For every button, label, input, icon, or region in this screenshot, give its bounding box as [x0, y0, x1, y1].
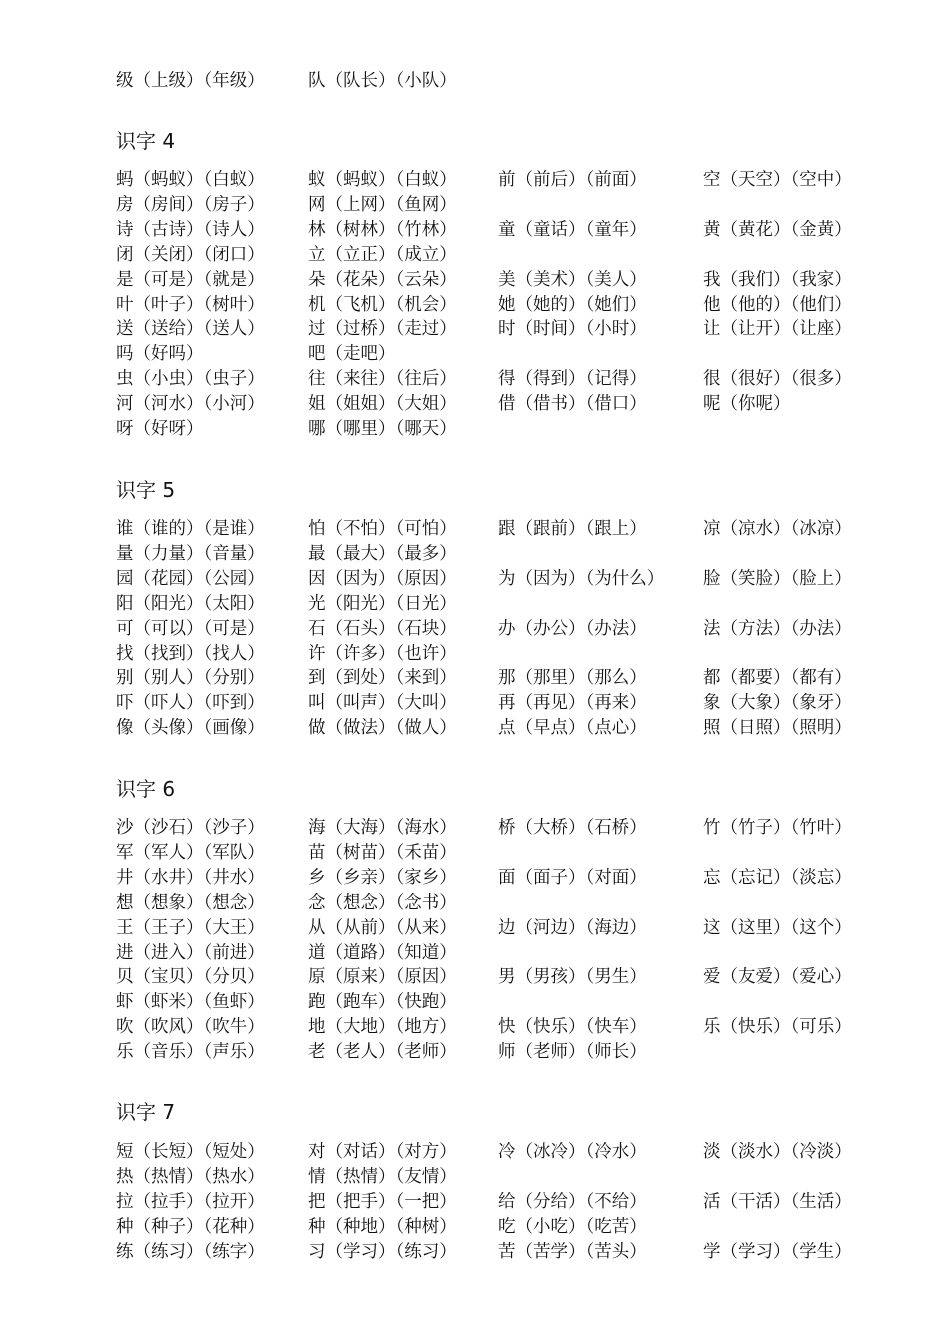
vocab-entry: 边（河边）（海边） [498, 917, 647, 938]
vocab-entry: 过（过桥）（走过） [308, 319, 457, 340]
vocab-entry: 这（这里）（这个） [703, 917, 852, 938]
vocab-entry: 情（热情）（友情） [308, 1166, 457, 1187]
vocab-entry: 送（送给）（送人） [116, 319, 265, 340]
vocab-entry: 跟（跟前）（跟上） [498, 519, 647, 539]
vocab-entry: 井（水井）（井水） [116, 867, 265, 888]
vocab-entry: 光（阳光）（日光） [308, 593, 457, 614]
vocab-entry: 原（原来）（原因） [308, 967, 457, 988]
vocab-entry: 从（从前）（从来） [308, 917, 457, 938]
vocab-entry: 虫（小虫）（虫子） [116, 369, 265, 390]
vocab-entry: 姐（姐姐）（大姐） [308, 394, 457, 415]
vocab-entry: 朵（花朵）（云朵） [308, 269, 457, 290]
vocab-entry: 童（童话）（童年） [498, 219, 647, 240]
vocab-entry: 房（房间）（房子） [116, 194, 265, 215]
vocab-entry: 立（立正）（成立） [308, 244, 457, 265]
vocab-entry: 拉（拉手）（拉开） [116, 1191, 265, 1212]
vocab-entry: 热（热情）（热水） [116, 1166, 265, 1187]
section-title: 识字 6 [116, 777, 176, 801]
vocab-entry: 借（借书）（借口） [498, 394, 647, 415]
vocab-entry: 贝（宝贝）（分贝） [116, 967, 265, 988]
vocab-entry: 吃（小吃）（吃苦） [498, 1216, 647, 1237]
vocab-entry: 吧（走吧） [308, 344, 396, 365]
vocab-entry: 蚂（蚂蚁）（白蚁） [116, 170, 265, 190]
vocab-entry: 做（做法）（做人） [308, 718, 457, 739]
vocab-entry: 因（因为）（原因） [308, 568, 457, 589]
vocab-entry: 苗（树苗）（禾苗） [308, 842, 457, 863]
vocab-entry: 念（想念）（念书） [308, 892, 457, 913]
vocab-entry: 习（学习）（练习） [308, 1241, 457, 1262]
vocab-entry: 队（队长）（小队） [308, 71, 457, 91]
vocab-entry: 想（想象）（想念） [116, 892, 265, 913]
vocab-entry: 照（日照）（照明） [703, 718, 852, 739]
vocab-entry: 诗（古诗）（诗人） [116, 219, 265, 240]
vocab-entry: 她（她的）（她们） [498, 294, 647, 315]
vocab-entry: 网（上网）（鱼网） [308, 194, 457, 215]
vocab-entry: 军（军人）（军队） [116, 842, 265, 863]
vocab-entry: 量（力量）（音量） [116, 543, 265, 564]
vocab-entry: 石（石头）（石块） [308, 618, 457, 639]
vocab-entry: 吓（吓人）（吓到） [116, 693, 265, 714]
vocab-entry: 级（上级）（年级） [116, 71, 265, 91]
vocab-entry: 短（长短）（短处） [116, 1142, 265, 1162]
vocab-entry: 象（大象）（象牙） [703, 693, 852, 714]
vocab-entry: 海（大海）（海水） [308, 818, 457, 838]
vocab-entry: 机（飞机）（机会） [308, 294, 457, 315]
vocab-entry: 乡（乡亲）（家乡） [308, 867, 457, 888]
vocab-entry: 园（花园）（公园） [116, 568, 265, 589]
vocab-entry: 虾（虾米）（鱼虾） [116, 992, 265, 1013]
vocab-entry: 最（最大）（最多） [308, 543, 457, 564]
vocab-entry: 法（方法）（办法） [703, 618, 852, 639]
section-title: 识字 7 [116, 1100, 176, 1124]
vocab-entry: 苦（苦学）（苦头） [498, 1241, 647, 1262]
vocab-entry: 呢（你呢） [703, 394, 791, 415]
vocab-entry: 办（办公）（办法） [498, 618, 647, 639]
vocab-entry: 再（再见）（再来） [498, 693, 647, 714]
vocab-entry: 为（因为）（为什么） [498, 568, 665, 589]
vocab-entry: 脸（笑脸）（脸上） [703, 568, 852, 589]
vocab-entry: 哪（哪里）（哪天） [308, 419, 457, 439]
vocab-entry: 给（分给）（不给） [498, 1191, 647, 1212]
vocab-entry: 河（河水）（小河） [116, 394, 265, 415]
vocab-entry: 别（别人）（分别） [116, 668, 265, 689]
vocab-entry: 许（许多）（也许） [308, 643, 457, 664]
vocab-entry: 对（对话）（对方） [308, 1142, 457, 1162]
vocab-entry: 空（天空）（空中） [703, 170, 852, 190]
vocab-entry: 叫（叫声）（大叫） [308, 693, 457, 714]
vocab-entry: 阳（阳光）（太阳） [116, 593, 265, 614]
vocab-entry: 凉（凉水）（冰凉） [703, 519, 852, 539]
vocab-entry: 种（种地）（种树） [308, 1216, 457, 1237]
vocab-entry: 怕（不怕）（可怕） [308, 519, 457, 539]
vocab-entry: 学（学习）（学生） [703, 1241, 852, 1262]
vocab-entry: 蚁（蚂蚁）（白蚁） [308, 170, 457, 190]
vocab-entry: 他（他的）（他们） [703, 294, 852, 315]
vocab-entry: 闭（关闭）（闭口） [116, 244, 265, 265]
vocab-entry: 桥（大桥）（石桥） [498, 818, 647, 838]
vocab-entry: 像（头像）（画像） [116, 718, 265, 739]
vocab-entry: 到（到处）（来到） [308, 668, 457, 689]
vocab-entry: 我（我们）（我家） [703, 269, 852, 290]
vocab-entry: 找（找到）（找人） [116, 643, 265, 664]
vocab-entry: 地（大地）（地方） [308, 1017, 457, 1038]
vocab-entry: 忘（忘记）（淡忘） [703, 867, 852, 888]
vocab-entry: 快（快乐）（快车） [498, 1017, 647, 1038]
vocab-entry: 竹（竹子）（竹叶） [703, 818, 852, 838]
vocab-entry: 吗（好吗） [116, 344, 204, 365]
vocab-entry: 冷（冰冷）（冷水） [498, 1142, 647, 1162]
vocab-entry: 都（都要）（都有） [703, 668, 852, 689]
vocab-entry: 乐（音乐）（声乐） [116, 1042, 265, 1063]
vocab-entry: 可（可以）（可是） [116, 618, 265, 639]
vocab-entry: 往（来往）（往后） [308, 369, 457, 390]
vocab-entry: 黄（黄花）（金黄） [703, 219, 852, 240]
vocab-entry: 点（早点）（点心） [498, 718, 647, 739]
vocab-entry: 时（时间）（小时） [498, 319, 647, 340]
vocab-entry: 是（可是）（就是） [116, 269, 265, 290]
vocab-entry: 很（很好）（很多） [703, 369, 852, 390]
section-title: 识字 4 [116, 129, 176, 153]
vocab-entry: 练（练习）（练字） [116, 1241, 265, 1262]
vocab-entry: 谁（谁的）（是谁） [116, 519, 265, 539]
vocab-entry: 师（老师）（师长） [498, 1042, 647, 1063]
vocab-entry: 道（道路）（知道） [308, 942, 457, 963]
vocab-entry: 面（面子）（对面） [498, 867, 647, 888]
vocab-entry: 乐（快乐）（可乐） [703, 1017, 852, 1038]
vocab-entry: 叶（叶子）（树叶） [116, 294, 265, 315]
vocab-entry: 那（那里）（那么） [498, 668, 647, 689]
vocab-entry: 男（男孩）（男生） [498, 967, 647, 988]
vocab-entry: 沙（沙石）（沙子） [116, 818, 265, 838]
vocab-entry: 美（美术）（美人） [498, 269, 647, 290]
vocab-entry: 王（王子）（大王） [116, 917, 265, 938]
vocab-entry: 前（前后）（前面） [498, 170, 647, 190]
vocab-entry: 淡（淡水）（冷淡） [703, 1142, 852, 1162]
vocab-entry: 进（进入）（前进） [116, 942, 265, 963]
vocab-entry: 种（种子）（花种） [116, 1216, 265, 1237]
vocab-entry: 呀（好呀） [116, 419, 204, 439]
vocab-entry: 把（把手）（一把） [308, 1191, 457, 1212]
vocab-entry: 老（老人）（老师） [308, 1042, 457, 1063]
vocab-entry: 得（得到）（记得） [498, 369, 647, 390]
vocab-entry: 林（树林）（竹林） [308, 219, 457, 240]
vocab-entry: 让（让开）（让座） [703, 319, 852, 340]
vocab-entry: 活（干活）（生活） [703, 1191, 852, 1212]
vocab-entry: 跑（跑车）（快跑） [308, 992, 457, 1013]
section-title: 识字 5 [116, 478, 176, 502]
vocab-entry: 爱（友爱）（爱心） [703, 967, 852, 988]
vocab-entry: 吹（吹风）（吹牛） [116, 1017, 265, 1038]
